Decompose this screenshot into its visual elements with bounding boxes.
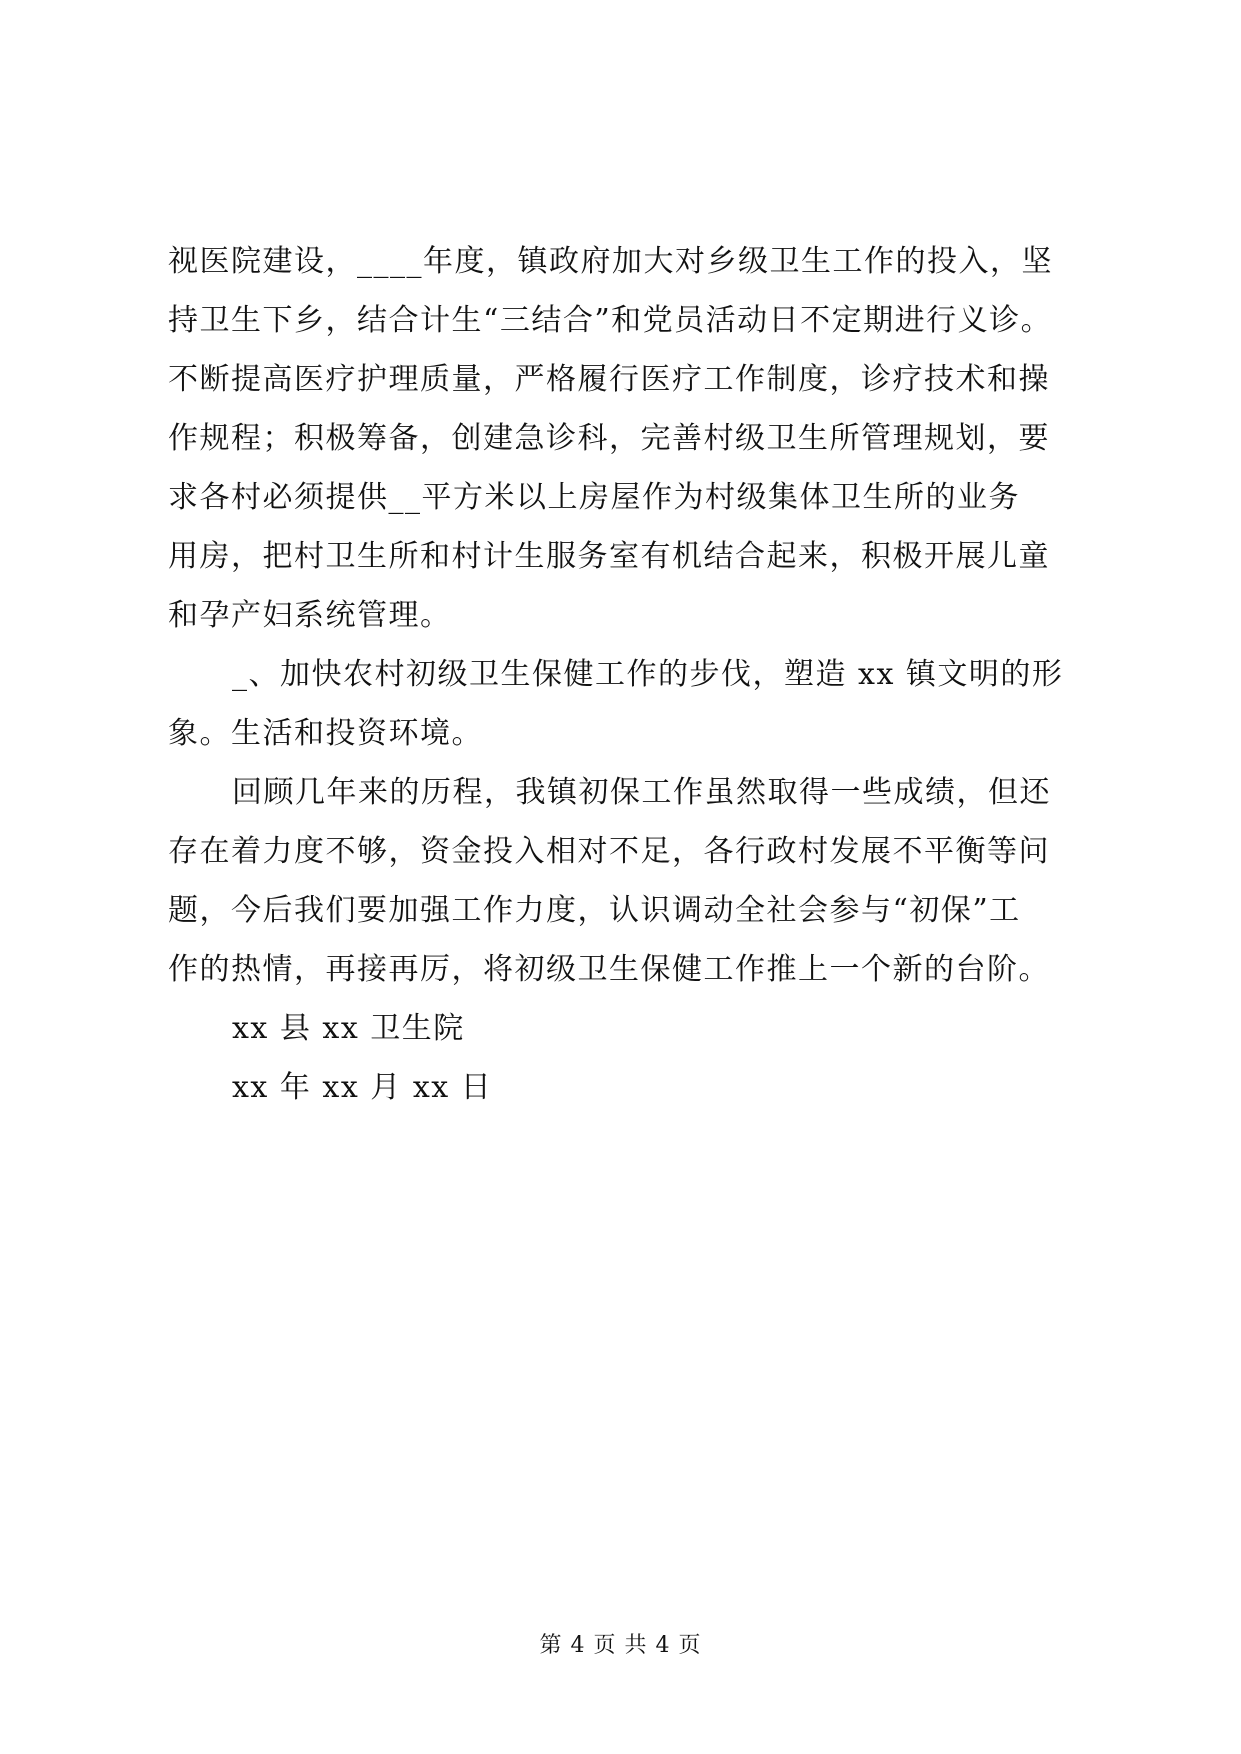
page-number-footer: 第 4 页 共 4 页 [539, 1633, 702, 1658]
text-line: 不断提高医疗护理质量，严格履行医疗工作制度，诊疗技术和操 [168, 362, 1050, 397]
text-line: 题，今后我们要加强工作力度，认识调动全社会参与“初保”工 [168, 893, 1021, 928]
text-line: 持卫生下乡，结合计生“三结合”和党员活动日不定期进行义诊。 [168, 303, 1053, 338]
text-line: 和孕产妇系统管理。 [168, 598, 452, 633]
paragraph-primary-health-care [168, 645, 1088, 763]
text-line: 视医院建设，____年度，镇政府加大对乡级卫生工作的投入，坚 [168, 244, 1053, 279]
text-line: 求各村必须提供__平方米以上房屋作为村级集体卫生所的业务 [168, 480, 1020, 515]
text-line: 用房，把村卫生所和村计生服务室有机结合起来，积极开展儿童 [168, 539, 1050, 574]
text-line: 回顾几年来的历程，我镇初保工作虽然取得一些成绩，但还 [232, 775, 1051, 810]
text-line: 作的热情，再接再厉，将初级卫生保健工作推上一个新的台阶。 [168, 952, 1050, 987]
signature-date [168, 1058, 1088, 1117]
text-line: 象。生活和投资环境。 [168, 716, 483, 751]
text-line: _、加快农村初级卫生保健工作的步伐，塑造 xx 镇文明的形 [232, 657, 1064, 692]
signature-organization [168, 999, 1088, 1058]
paragraph-hospital-construction [168, 232, 1088, 645]
text-line: 存在着力度不够，资金投入相对不足，各行政村发展不平衡等问 [168, 834, 1050, 869]
text-line: xx 年 xx 月 xx 日 [232, 1070, 493, 1105]
document-body [168, 232, 1088, 1117]
text-line: xx 县 xx 卫生院 [232, 1011, 465, 1046]
text-line: 作规程；积极筹备，创建急诊科，完善村级卫生所管理规划，要 [168, 421, 1050, 456]
paragraph-review [168, 763, 1088, 999]
